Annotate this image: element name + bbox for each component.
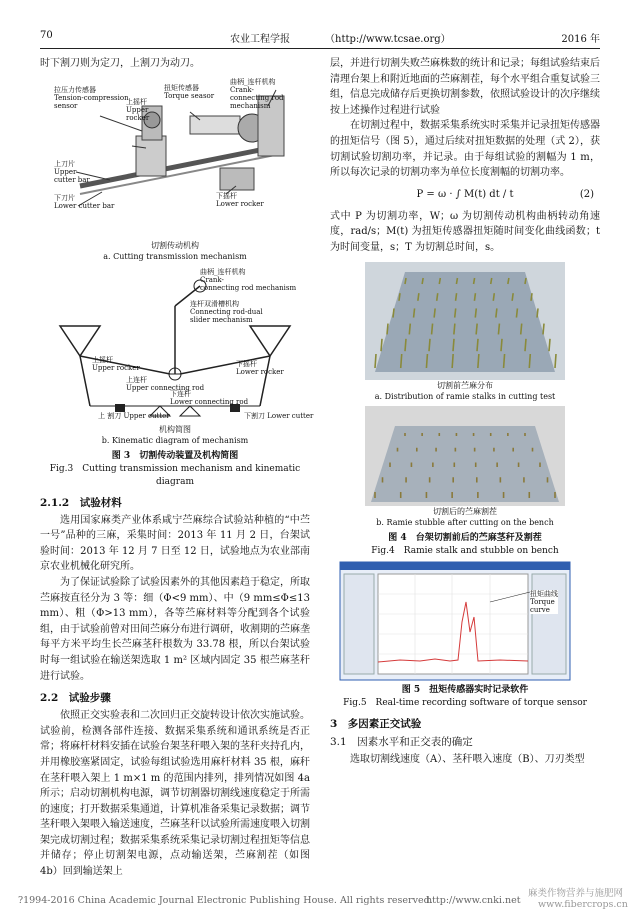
section-3-1-text: 选取切割线速度（A）、茎秆喂入速度（B）、刀刃类型 xyxy=(350,753,585,765)
cnki-link[interactable]: http://www.cnki.net xyxy=(426,895,521,906)
stalk xyxy=(432,323,433,334)
stalk xyxy=(478,354,479,368)
stalk xyxy=(405,278,406,284)
stalk xyxy=(426,354,427,368)
page-header xyxy=(40,30,600,46)
stalk xyxy=(409,323,410,334)
section-2-2-title: 2.2 试验步骤 xyxy=(40,692,111,705)
label-b-lower-conn: 下连杆 Lower connecting rod xyxy=(170,389,249,406)
stalk xyxy=(393,308,394,317)
stalk xyxy=(437,293,438,301)
label-lower-rocker: 下摇杆 Lower rocker xyxy=(216,191,264,208)
figure-5 xyxy=(330,562,600,680)
label-dual-slider: 连杆双滑槽机构 Connecting rod-dual slider mechanism xyxy=(190,299,263,324)
year: 2016 年 xyxy=(561,34,600,45)
left-column xyxy=(40,56,314,880)
fig4-caption-en: Fig.4 Ramie stalk and stubble on bench xyxy=(371,545,559,556)
header-rule xyxy=(40,48,600,49)
fig4b-caption-cn: 切割后的苎麻割茬 xyxy=(433,506,497,516)
stalk xyxy=(399,293,400,301)
watermark-url: www.fibercrops.cn xyxy=(538,899,628,910)
equation-number: (2) xyxy=(579,188,594,200)
stalk xyxy=(496,308,497,317)
fig4a-caption-en: a. Distribution of ramie stalks in cutting test xyxy=(374,391,556,401)
stalk xyxy=(504,354,505,368)
stalk xyxy=(543,323,544,334)
label-torque-sensor: 扭矩传感器 Torque seasor xyxy=(164,83,215,100)
journal-url: （http://www.tcsae.org） xyxy=(325,34,451,45)
label-lower-cutter: 下刀片 Lower cutter bar xyxy=(54,193,115,210)
section-3-title: 3 多因素正交试验 xyxy=(330,717,422,730)
stalk xyxy=(491,278,492,284)
fig3b-caption-en: b. Kinematic diagram of mechanism xyxy=(101,435,249,445)
ramie-stubble-photo xyxy=(365,406,565,506)
stalk xyxy=(529,354,530,368)
fig3-caption-cn: 图 3 切割传动装置及机构简图 xyxy=(111,450,239,461)
section-2-1-2-title: 2.1.2 试验材料 xyxy=(40,496,122,509)
fig5-caption-cn: 图 5 扭矩传感器实时记录软件 xyxy=(401,684,529,695)
fig4b-caption-en: b. Ramie stubble after cutting on the bench xyxy=(376,517,554,527)
stalk xyxy=(434,308,435,317)
stalk xyxy=(454,323,455,334)
stalk xyxy=(516,308,517,317)
stalk xyxy=(508,278,509,284)
label-crank: 曲柄_连杆机构 Crank- connecting rod mechanism xyxy=(230,77,284,110)
label-upper-cutter: 上刀片 Upper cutter bar xyxy=(54,159,90,184)
stalk xyxy=(493,293,494,301)
stalk xyxy=(475,308,476,317)
figure-3a xyxy=(40,76,310,262)
page-number: 70 xyxy=(40,30,53,41)
stalk xyxy=(452,354,453,368)
section-2-2-text: 依照正交实验表和二次回归正交旋转设计依次实施试验。试验前，检测各部件连接、数据采集系统和通讯系统是否正常；将麻杆材料安插在试验台架茎秆喂入架的茎秆夹持孔内，并用橡胶塞紧固定，试验每组试验选用麻杆材料 35 根，麻秆在茎秆喂入架上 1 m×1 m 的范围内排列，排列情况如图 4a 所示；启动切割机构电源，调节切割器切割线速度稳定于所需的速度；打开数据采集通道，计算机准备采集记录数据；调节茎秆喂入架喂入输送速度，苎麻茎秆以试验所需速度喂入切割架完成切割过程；数据采集系统采集记录切割过程扭矩等信息并储存；停止切割架电源，点动输送架，苎麻割茬（如图 4b）回到输送架上 xyxy=(40,710,310,878)
stalk xyxy=(525,338,526,350)
section-3-1-title: 3.1 因素水平和正交表的确定 xyxy=(330,735,473,748)
stalk xyxy=(501,338,502,350)
stalk xyxy=(555,354,556,368)
stalk xyxy=(476,323,477,334)
copyright: ?1994-2016 China Academic Journal Electronic Publishing House. All rights reserved. xyxy=(18,895,433,906)
stalk xyxy=(381,338,382,350)
section-2-1-2-text-2: 为了保证试验除了试验因素外的其他因素趋于稳定，所取苎麻按直径分为 3 等：细（Φ<9 mm）、中（9 mm≤Φ≤13 mm）、粗（Φ>13 mm），各等苎麻材料等分配到各个试验组，由于试验前曾对田间苎麻分布进行调研，收割期的苎麻垄每平方米平均生长苎麻茎秆根数为 33.78 根，所以台架试验时每一组试验在输送架选取 1 m² 区域内固定 35 根苎麻茎秆进行试验。 xyxy=(40,576,310,682)
torque-software-screenshot xyxy=(340,562,570,680)
fig3a-caption-cn: 切割传动机构 xyxy=(151,240,199,250)
label-b-lower-rocker: 下摇杆 Lower rocker xyxy=(236,359,284,376)
stalk xyxy=(375,354,376,368)
where-text: 式中 P 为切割功率，W；ω 为切割传动机构曲柄转动角速度，rad/s；M(t) 为扭矩传感器扭矩随时间变化曲线函数；t 为时间变量，s；T 为切割总时间，s。 xyxy=(330,210,600,253)
stalk xyxy=(418,293,419,301)
fig4a-caption-cn: 切割前苎麻分布 xyxy=(437,380,493,390)
stalk xyxy=(537,308,538,317)
formula-text: P = ω · ∫ M(t) dt / t xyxy=(416,188,514,200)
label-b-lower-cutter: 下割刀 Lower cutter xyxy=(244,411,314,420)
label-upper-rocker: 上摇杆 Upper rocker xyxy=(126,97,150,122)
intro-line: 时下割刀则为定刀，上割刀为动刀。 xyxy=(40,58,200,69)
figure-4b xyxy=(330,406,600,528)
label-b-upper-cutter: 上 割刀 Upper cutter xyxy=(98,411,170,420)
stalk xyxy=(422,278,423,284)
stalk xyxy=(456,293,457,301)
ramie-stalks-photo xyxy=(365,262,565,380)
stalk xyxy=(549,338,550,350)
label-b-crank: 曲柄_连杆机构 Crank- connecting rod mechanism xyxy=(200,267,297,292)
stalk xyxy=(456,278,457,284)
continued-text: 层，并进行切割失败苎麻株数的统计和记录；每组试验结束后清理台架上和附近地面的苎麻割茬，每个水平组合重复试验三组，信息完成储存后更换切割参数，依照试验设计的次序继续按上述操作过程进行试验 xyxy=(330,58,600,116)
fig3-caption-en: Fig.3 Cutting transmission mechanism and kinematic diagram xyxy=(49,463,301,487)
power-paragraph: 在切割过程中，数据采集系统实时采集并记录扭矩传感器的扭矩信号（图 5），通过后续对扭矩数据的处理（式 2），获切割试验切割功率，并记录。由于每组试验的割幅为 1 m，所以每次记录的切割功率为单位长度割幅的切割功率。 xyxy=(330,120,600,179)
stalk xyxy=(455,308,456,317)
stalk xyxy=(401,354,402,368)
journal-name: 农业工程学报 xyxy=(230,34,290,45)
figure-4a xyxy=(330,262,600,402)
stalk xyxy=(429,338,430,350)
stalk xyxy=(439,278,440,284)
fig5-caption-en: Fig.5 Real-time recording software of torque sensor xyxy=(343,697,587,708)
label-tension-sensor: 拉压力传感器 Tension-compression sensor xyxy=(54,85,129,110)
fig3a-caption-en: a. Cutting transmission mechanism xyxy=(103,251,247,261)
right-column xyxy=(330,56,600,767)
stalk xyxy=(477,338,478,350)
section-2-1-2-text: 选用国家麻类产业体系咸宁苎麻综合试验站种植的“中苎一号”品种的三麻，采集时间：2013 年 11 月 2 日，台架试验时间：2013 年 12 月 7 日至 12 日，试验地点为农业部南京农业机械化研究所。 xyxy=(40,514,310,573)
fig3b-caption-cn: 机构简图 xyxy=(159,424,191,434)
stalk xyxy=(521,323,522,334)
stalk xyxy=(512,293,513,301)
stalk xyxy=(474,278,475,284)
stalk xyxy=(474,293,475,301)
label-torque-curve: 扭矩曲线 Torque curve xyxy=(530,589,558,614)
label-b-upper-rocker: 上摇杆 Upper rocker xyxy=(92,355,140,372)
stalk xyxy=(414,308,415,317)
figure-3b xyxy=(40,266,314,446)
stalk xyxy=(453,338,454,350)
label-b-upper-conn: 上连杆 Upper connecting rod xyxy=(126,375,205,392)
stalk xyxy=(498,323,499,334)
stalk xyxy=(531,293,532,301)
watermark-cn: 麻类作物营养与施肥网 xyxy=(528,888,624,899)
equation-2 xyxy=(330,181,600,209)
stalk xyxy=(405,338,406,350)
fig4-caption-cn: 图 4 台架切割前后的苎麻茎秆及割茬 xyxy=(388,532,542,543)
stalk xyxy=(387,323,388,334)
stalk xyxy=(525,278,526,284)
